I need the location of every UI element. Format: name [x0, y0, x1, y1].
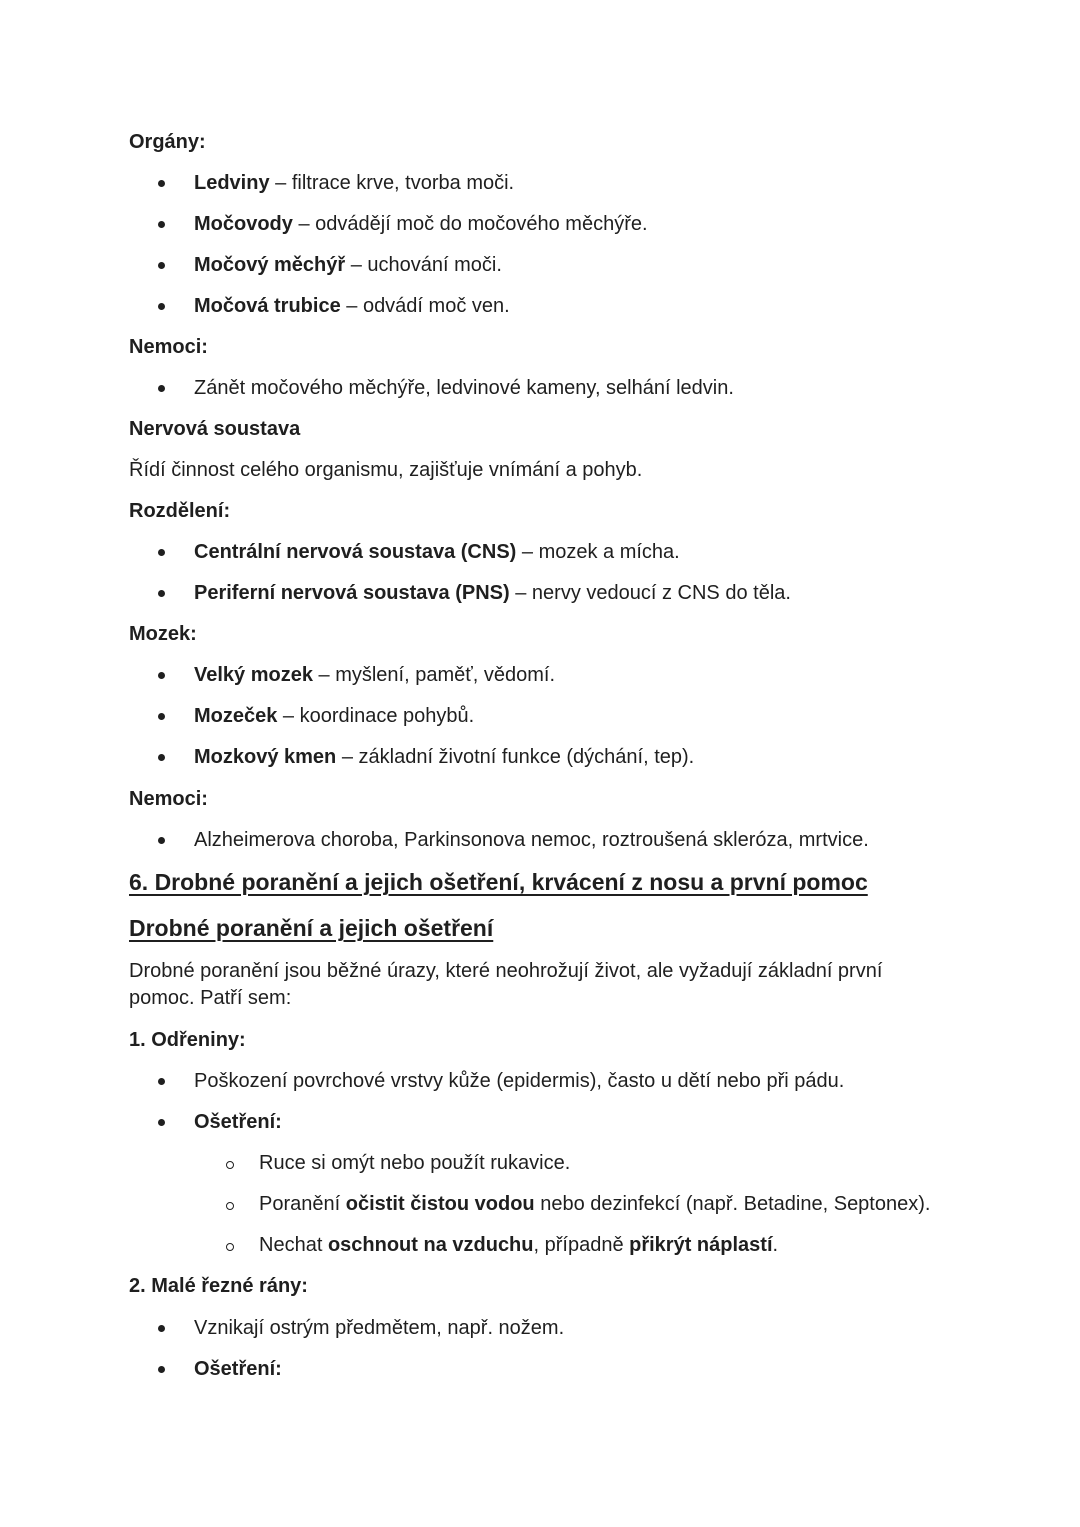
list-item: Močový měchýř – uchování moči. — [194, 254, 502, 276]
bullet-icon — [158, 221, 165, 228]
list-item: Vznikají ostrým předmětem, např. nožem. — [194, 1317, 565, 1339]
bullet-icon — [158, 1119, 165, 1126]
list-item: Ošetření: — [194, 1358, 282, 1380]
bullet-icon — [158, 1325, 165, 1332]
bullet-icon — [158, 672, 165, 679]
list-item: Močovody – odvádějí moč do močového měchýře. — [194, 213, 648, 235]
bullet-icon — [158, 180, 165, 187]
heading-mozek: Mozek: — [129, 623, 197, 645]
heading-rozdeleni: Rozdělení: — [129, 500, 231, 522]
heading-odreniny: 1. Odřeniny: — [129, 1029, 246, 1051]
bullet-icon — [158, 1078, 165, 1085]
bullet-icon — [158, 262, 165, 269]
list-item: Močová trubice – odvádí moč ven. — [194, 295, 510, 317]
bullet-icon — [158, 385, 165, 392]
list-item: Mozeček – koordinace pohybů. — [194, 705, 475, 727]
bullet-icon — [158, 713, 165, 720]
sub-list-item: Nechat oschnout na vzduchu, případně přikrýt náplastí. — [259, 1234, 779, 1256]
list-item: Velký mozek – myšlení, paměť, vědomí. — [194, 664, 556, 686]
list-item: Alzheimerova choroba, Parkinsonova nemoc, roztroušená skleróza, mrtvice. — [194, 829, 869, 851]
sub-list-item: Ruce si omýt nebo použít rukavice. — [259, 1152, 571, 1174]
list-item: Zánět močového měchýře, ledvinové kameny, selhání ledvin. — [194, 377, 734, 399]
bullet-icon — [158, 549, 165, 556]
circle-bullet-icon — [226, 1202, 234, 1210]
bullet-icon — [158, 837, 165, 844]
heading-nervova-soustava: Nervová soustava — [129, 418, 301, 440]
bullet-icon — [158, 754, 165, 761]
list-item: Centrální nervová soustava (CNS) – mozek a mícha. — [194, 541, 680, 563]
circle-bullet-icon — [226, 1243, 234, 1251]
intro-paragraph: Drobné poranění jsou běžné úrazy, které neohrožují život, ale vyžadují základní první pomoc. Patří sem: — [129, 960, 883, 1009]
section-subtitle: Drobné poranění a jejich ošetření — [129, 915, 494, 941]
list-item: Ošetření: — [194, 1111, 282, 1133]
sub-list-item: Poranění očistit čistou vodou nebo dezinfekcí (např. Betadine, Septonex). — [259, 1193, 931, 1215]
heading-nemoci: Nemoci: — [129, 788, 208, 810]
heading-nemoci: Nemoci: — [129, 336, 208, 358]
list-item: Poškození povrchové vrstvy kůže (epidermis), často u dětí nebo při pádu. — [194, 1070, 845, 1092]
list-item: Mozkový kmen – základní životní funkce (dýchání, tep). — [194, 746, 695, 768]
heading-rezne-rany: 2. Malé řezné rány: — [129, 1275, 308, 1297]
bullet-icon — [158, 303, 165, 310]
bullet-icon — [158, 1366, 165, 1373]
circle-bullet-icon — [226, 1161, 234, 1169]
section-title: 6. Drobné poranění a jejich ošetření, krvácení z nosu a první pomoc — [129, 869, 868, 895]
paragraph: Řídí činnost celého organismu, zajišťuje vnímání a pohyb. — [129, 459, 643, 481]
bullet-icon — [158, 590, 165, 597]
list-item: Ledviny – filtrace krve, tvorba moči. — [194, 172, 515, 194]
list-item: Periferní nervová soustava (PNS) – nervy vedoucí z CNS do těla. — [194, 582, 791, 604]
heading-organy: Orgány: — [129, 131, 206, 153]
